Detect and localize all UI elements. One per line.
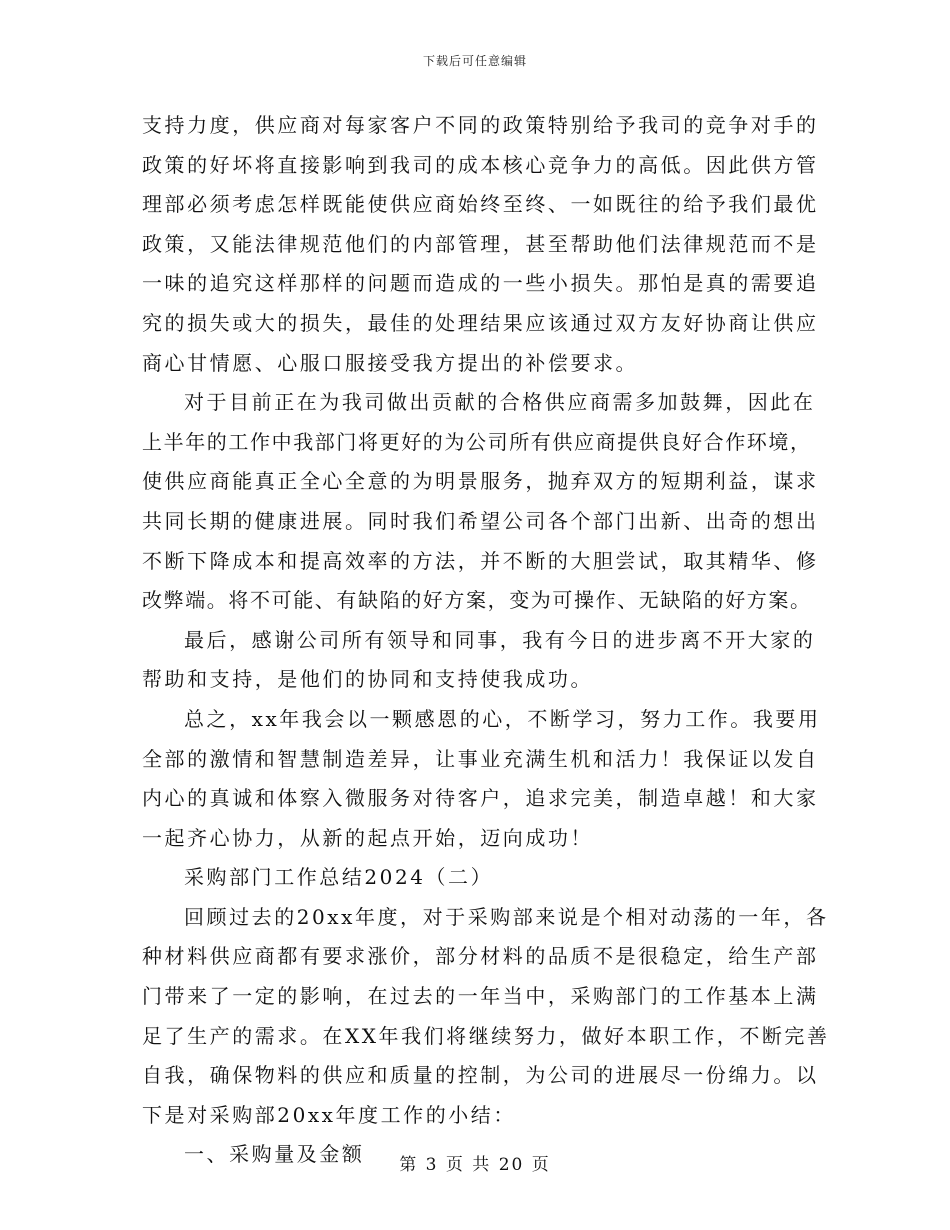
text-line: 共同长期的健康进展。同时我们希望公司各个部门出新、出奇的想出 (142, 508, 819, 533)
section-title: 采购部门工作总结2024（二） (184, 865, 494, 890)
text-line: 一味的追究这样那样的问题而造成的一些小损失。那怕是真的需要追 (142, 271, 819, 296)
text-line: 理部必须考虑怎样既能使供应商始终至终、一如既往的给予我们最优 (142, 192, 819, 217)
text-line: 究的损失或大的损失，最佳的处理结果应该通过双方友好协商让供应 (142, 310, 819, 335)
text-line: 自我，确保物料的供应和质量的控制，为公司的进展尽一份绵力。以 (142, 1063, 819, 1088)
text-line: 足了生产的需求。在XX年我们将继续努力，做好本职工作，不断完善 (142, 1023, 830, 1048)
page-number: 第 3 页 共 20 页 (399, 1155, 551, 1175)
text-line: 种材料供应商都有要求涨价，部分材料的品质不是很稳定，给生产部 (142, 944, 819, 969)
text-line: 支持力度，供应商对每家客户不同的政策特别给予我司的竞争对手的 (142, 113, 819, 137)
text-line: 改弊端。将不可能、有缺陷的好方案，变为可操作、无缺陷的好方案。 (142, 588, 812, 613)
text-line: 政策的好坏将直接影响到我司的成本核心竞争力的高低。因此供方管 (142, 152, 819, 177)
document-body (142, 106, 830, 1175)
text-line: 上半年的工作中我部门将更好的为公司所有供应商提供良好合作环境， (142, 429, 812, 454)
paragraph-first-line: 最后，感谢公司所有领导和同事，我有今日的进步离不开大家的 (184, 627, 816, 652)
subsection-heading: 一、采购量及金额 (184, 1142, 365, 1167)
paragraph-first-line: 回顾过去的20xx年度，对于采购部来说是个相对动荡的一年，各 (184, 904, 829, 929)
text-line: 门带来了一定的影响，在过去的一年当中，采购部门的工作基本上满 (142, 984, 819, 1009)
text-line: 内心的真诚和体察入微服务对待客户，追求完美，制造卓越！和大家 (142, 786, 819, 811)
text-line: 政策，又能法律规范他们的内部管理，甚至帮助他们法律规范而不是 (142, 231, 819, 256)
page-header: 下载后可任意编辑 (422, 54, 527, 68)
text-line: 使供应商能真正全心全意的为明景服务，抛弃双方的短期利益，谋求 (142, 469, 819, 494)
text-line: 帮助和支持，是他们的协同和支持使我成功。 (142, 667, 593, 692)
text-line: 下是对采购部20xx年度工作的小结： (142, 1102, 516, 1127)
paragraph-first-line: 总之，xx年我会以一颗感恩的心，不断学习，努力工作。我要用 (184, 706, 821, 731)
paragraph-first-line: 对于目前正在为我司做出贡献的合格供应商需多加鼓舞，因此在 (184, 390, 816, 415)
text-line: 全部的激情和智慧制造差异，让事业充满生机和活力！我保证以发自 (142, 746, 819, 771)
text-line: 商心甘情愿、心服口服接受我方提出的补偿要求。 (142, 350, 639, 375)
text-line: 不断下降成本和提高效率的方法，并不断的大胆尝试，取其精华、修 (142, 548, 819, 573)
text-line: 一起齐心协力，从新的起点开始，迈向成功！ (142, 825, 593, 850)
